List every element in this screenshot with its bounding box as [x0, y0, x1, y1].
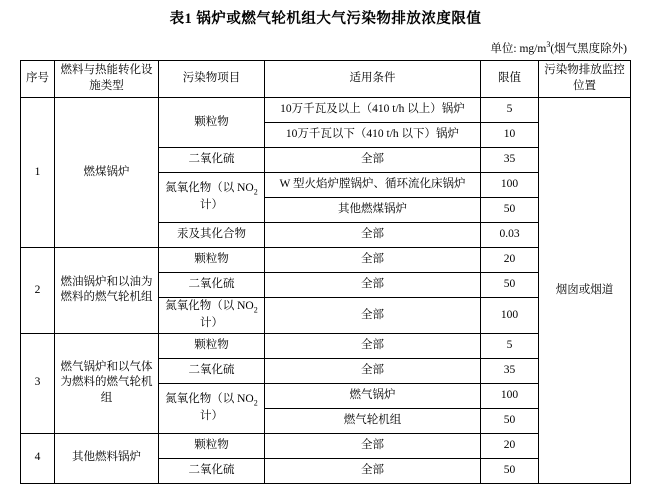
nox-subscript: 2 [253, 398, 258, 408]
header-no: 序号 [21, 61, 55, 98]
condition-cell: 全部 [265, 248, 481, 273]
condition-cell: 全部 [265, 333, 481, 358]
pollutant-item [159, 383, 265, 433]
pollutant-item: 颗粒物 [159, 333, 265, 358]
nox-label-pre: 氮氧化物（以 NO [165, 300, 254, 312]
nox-label-post: 计） [200, 317, 223, 330]
document-page [0, 7, 651, 476]
pollutant-item: 颗粒物 [159, 98, 265, 148]
limit-cell: 35 [481, 148, 539, 173]
monitoring-position: 烟囱或烟道 [539, 98, 631, 484]
condition-cell: 10万千瓦及以上（410 t/h 以上）锅炉 [265, 98, 481, 123]
table-row [21, 98, 631, 123]
limit-cell: 5 [481, 333, 539, 358]
limit-cell: 50 [481, 273, 539, 298]
pollutant-item: 颗粒物 [159, 433, 265, 458]
header-condition: 适用条件 [265, 61, 481, 98]
pollutant-item: 汞及其化合物 [159, 223, 265, 248]
condition-cell: 全部 [265, 458, 481, 483]
limit-cell: 100 [481, 173, 539, 198]
row-type: 其他燃料锅炉 [55, 433, 159, 483]
table-header-row [21, 61, 631, 98]
unit-note-suffix: (烟气黑度除外) [550, 43, 627, 55]
pollutant-item: 二氧化硫 [159, 458, 265, 483]
condition-cell: 燃气轮机组 [265, 408, 481, 433]
emission-limits-table [20, 60, 631, 484]
row-no: 4 [21, 433, 55, 483]
limit-cell: 100 [481, 383, 539, 408]
pollutant-item: 颗粒物 [159, 248, 265, 273]
condition-cell: W 型火焰炉膛锅炉、循环流化床锅炉 [265, 173, 481, 198]
limit-cell: 50 [481, 198, 539, 223]
nox-subscript: 2 [253, 305, 258, 315]
limit-cell: 20 [481, 433, 539, 458]
nox-label-post: 计） [200, 409, 223, 422]
pollutant-item [159, 173, 265, 223]
condition-cell: 全部 [265, 273, 481, 298]
row-no: 2 [21, 248, 55, 334]
unit-note-exponent: 3 [546, 40, 551, 50]
condition-cell: 其他燃煤锅炉 [265, 198, 481, 223]
limit-cell: 20 [481, 248, 539, 273]
condition-cell: 全部 [265, 358, 481, 383]
header-type: 燃料与热能转化设施类型 [55, 61, 159, 98]
condition-cell: 燃气锅炉 [265, 383, 481, 408]
condition-cell: 全部 [265, 148, 481, 173]
header-limit: 限值 [481, 61, 539, 98]
pollutant-item: 二氧化硫 [159, 358, 265, 383]
condition-cell: 全部 [265, 298, 481, 334]
limit-cell: 0.03 [481, 223, 539, 248]
pollutant-item: 二氧化硫 [159, 148, 265, 173]
limit-cell: 5 [481, 98, 539, 123]
limit-cell: 50 [481, 458, 539, 483]
nox-label-pre: 氮氧化物（以 NO [165, 392, 254, 405]
row-type: 燃煤锅炉 [55, 98, 159, 248]
unit-note [0, 40, 651, 56]
condition-cell: 全部 [265, 223, 481, 248]
condition-cell: 全部 [265, 433, 481, 458]
limit-cell: 50 [481, 408, 539, 433]
pollutant-item: 二氧化硫 [159, 273, 265, 298]
nox-label-pre: 氮氧化物（以 NO [165, 182, 254, 195]
condition-cell: 10万千瓦以下（410 t/h 以下）锅炉 [265, 123, 481, 148]
limit-cell: 35 [481, 358, 539, 383]
limit-cell: 100 [481, 298, 539, 334]
nox-subscript: 2 [253, 187, 258, 197]
row-type: 燃气锅炉和以气体为燃料的燃气轮机组 [55, 333, 159, 433]
header-position: 污染物排放监控位置 [539, 61, 631, 98]
limit-cell: 10 [481, 123, 539, 148]
unit-note-prefix: 单位: mg/m [490, 43, 547, 55]
row-no: 3 [21, 333, 55, 433]
nox-label-post: 计） [200, 199, 223, 212]
pollutant-item [159, 298, 265, 334]
page-title: 表1 锅炉或燃气轮机组大气污染物排放浓度限值 [169, 11, 482, 27]
row-no: 1 [21, 98, 55, 248]
header-item: 污染物项目 [159, 61, 265, 98]
row-type: 燃油锅炉和以油为燃料的燃气轮机组 [55, 248, 159, 334]
